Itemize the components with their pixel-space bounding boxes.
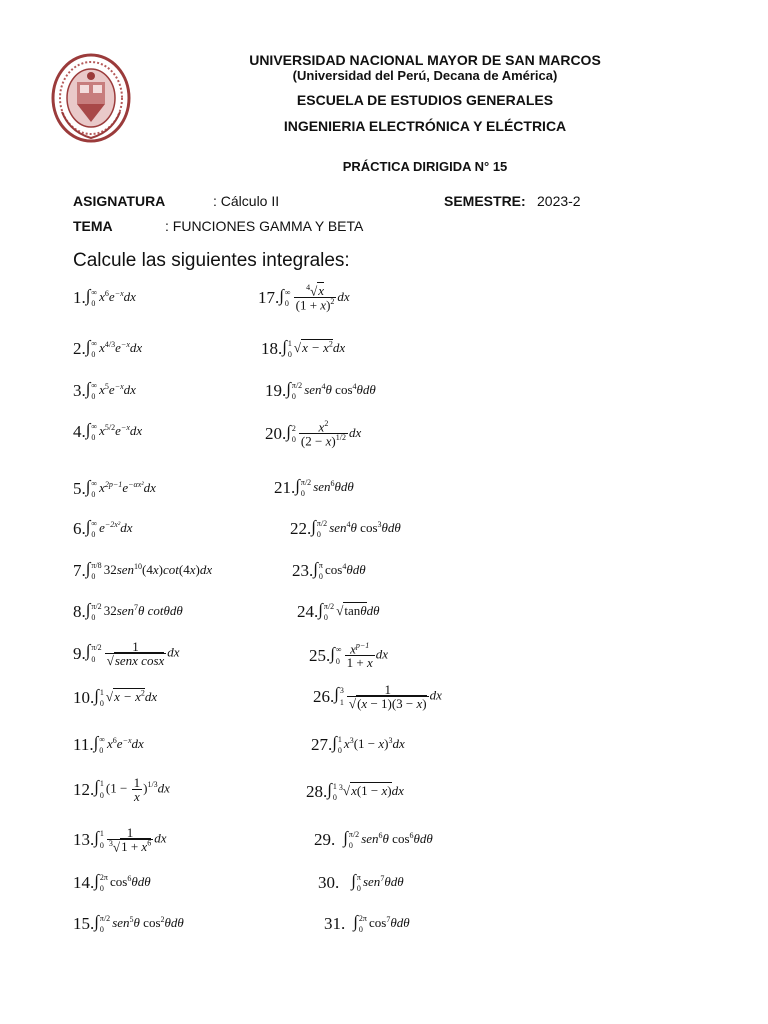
exercise-number: 12. (73, 779, 95, 799)
program-name: INGENIERIA ELECTRÓNICA Y ELÉCTRICA (283, 118, 567, 134)
exercise-7: 7. ∫ π/8 0 32sen$^{10}$(4x)cot(4x)dx (73, 559, 213, 582)
exercise-15: 15. ∫ π/2 0 sen$^5$θ $\cos^2\theta d\theta$ (73, 912, 184, 935)
exercise-number: 11. (73, 735, 94, 755)
exercise-number: 2. (73, 339, 86, 359)
exercise-number: 17. (258, 287, 280, 307)
exercise-18: 18. ∫ 1 0 $√x - x^2dx$ (261, 337, 346, 360)
exercise-number: 1. (73, 288, 86, 308)
exercise-number: 13. (73, 829, 95, 849)
exercise-30: 30. ∫ π 0 sen$^7$θdθ (318, 871, 404, 894)
exercise-27: 27. ∫ 1 0 $x^3(1 - x)^3dx$ (311, 733, 405, 756)
exercise-17: 17. ∫ ∞ 0 $\frac{^4√x}{(1 + x)^2}$ dx (258, 283, 350, 313)
exercise-21: 21. ∫ π/2 0 sen$^6$θdθ (274, 476, 354, 499)
exercise-number: 28. (306, 782, 328, 802)
exercise-number: 30. (318, 873, 340, 893)
topic-value: : FUNCIONES GAMMA Y BETA (165, 218, 364, 234)
exercise-number: 8. (73, 602, 86, 622)
exercise-number: 5. (73, 479, 86, 499)
exercise-number: 6. (73, 519, 86, 539)
exercise-number: 10. (73, 688, 95, 708)
exercise-3: 3. ∫ ∞ 0 $x^5e^{-x}dx$ (73, 379, 136, 402)
exercise-number: 27. (311, 735, 333, 755)
exercise-number: 20. (265, 423, 287, 443)
exercise-24: 24. ∫ π/2 0 √tanθdθ (297, 600, 380, 623)
exercise-number: 25. (309, 645, 331, 665)
exercise-14: 14. ∫ 2π 0 $\cos^6\theta d\theta$ (73, 871, 151, 894)
exercise-2: 2. ∫ ∞ 0 $x^{4/3}e^{-x}dx$ (73, 337, 143, 360)
university-subtitle: (Universidad del Perú, Decana de América) (292, 68, 558, 83)
subject-label: ASIGNATURA (73, 193, 166, 209)
exercise-number: 22. (290, 519, 312, 539)
exercise-31: 31. ∫ 2π 0 $\cos^7\theta d\theta$ (324, 912, 410, 935)
exercise-25: 25. ∫ ∞ 0 $\frac{x^{p-1}}{1 + x}$ dx (309, 641, 389, 671)
semester-value: 2023-2 (537, 193, 581, 209)
exercise-number: 31. (324, 914, 346, 934)
exercise-number: 26. (313, 686, 335, 706)
school-name: ESCUELA DE ESTUDIOS GENERALES (296, 92, 554, 108)
topic-label: TEMA (73, 218, 113, 234)
subject-value: : Cálculo II (213, 193, 280, 209)
exercise-8: 8. ∫ π/2 0 32sen$^7$θ cotθdθ (73, 600, 183, 623)
exercise-28: 28. ∫ 1 0 $^3$√x(1 − x)dx (306, 780, 404, 803)
university-name: UNIVERSIDAD NACIONAL MAYOR DE SAN MARCOS (249, 52, 601, 68)
exercise-10: 10. ∫ 1 0 $√x - x^2dx$ (73, 686, 158, 709)
exercise-number: 9. (73, 643, 86, 663)
exercise-20: 20. ∫ 2 0 $\frac{x^2}{(2 - x)^{1/2}}$ dx (265, 419, 362, 449)
exercise-number: 24. (297, 602, 319, 622)
exercise-number: 19. (265, 381, 287, 401)
exercise-23: 23. ∫ π 0 $\cos^4\theta d\theta$ (292, 559, 366, 582)
exercise-number: 7. (73, 561, 86, 581)
exercise-number: 23. (292, 561, 314, 581)
exercise-12: 12. ∫ 1 0 (1 − $\frac{1}{x}$ )$^{1/3}$dx (73, 775, 170, 804)
instruction-text: Calcule las siguientes integrales: (73, 250, 350, 271)
exercise-11: 11. ∫ ∞ 0 $x^6e^{-x}dx$ (73, 733, 144, 756)
semester-label: SEMESTRE: (444, 193, 526, 209)
exercise-26: 26. ∫ 3 1 $\frac{1}{√(x - 1)(3 - x)}$ dx (313, 682, 442, 711)
exercise-4: 4. ∫ ∞ 0 $x^{5/2}e^{-x}dx$ (73, 420, 143, 443)
exercise-22: 22. ∫ π/2 0 sen$^4$θ $\cos^3\theta d\theta$ (290, 517, 401, 540)
exercise-13: 13. ∫ 1 0 $\frac{1}{^3√1 + x^6}$ dx (73, 825, 167, 855)
exercise-6: 6. ∫ ∞ 0 $e^{-2x^2}dx$ (73, 517, 133, 540)
exercise-number: 14. (73, 873, 95, 893)
exercise-number: 18. (261, 339, 283, 359)
exercise-number: 29. (314, 830, 336, 850)
exercise-number: 4. (73, 422, 86, 442)
exercise-number: 15. (73, 914, 95, 934)
exercise-29: 29. ∫ π/2 0 sen$^6$θ $\cos^6\theta d\theta$ (314, 828, 433, 851)
exercise-19: 19. ∫ π/2 0 sen$^4$θ $\cos^4\theta d\theta$ (265, 379, 376, 402)
exercise-number: 21. (274, 478, 296, 498)
practice-title: PRÁCTICA DIRIGIDA N° 15 (342, 159, 508, 174)
exercise-number: 3. (73, 381, 86, 401)
exercise-5: 5. ∫ ∞ 0 $x^{2p-1}e^{-\alpha x^2}dx$ (73, 477, 156, 500)
exercise-9: 9. ∫ π/2 0 $\frac{1}{\text{√senx cosx}}$ dx (73, 639, 180, 668)
exercise-1: 1. ∫ ∞ 0 $x^6e^{-x}dx$ (73, 286, 136, 309)
